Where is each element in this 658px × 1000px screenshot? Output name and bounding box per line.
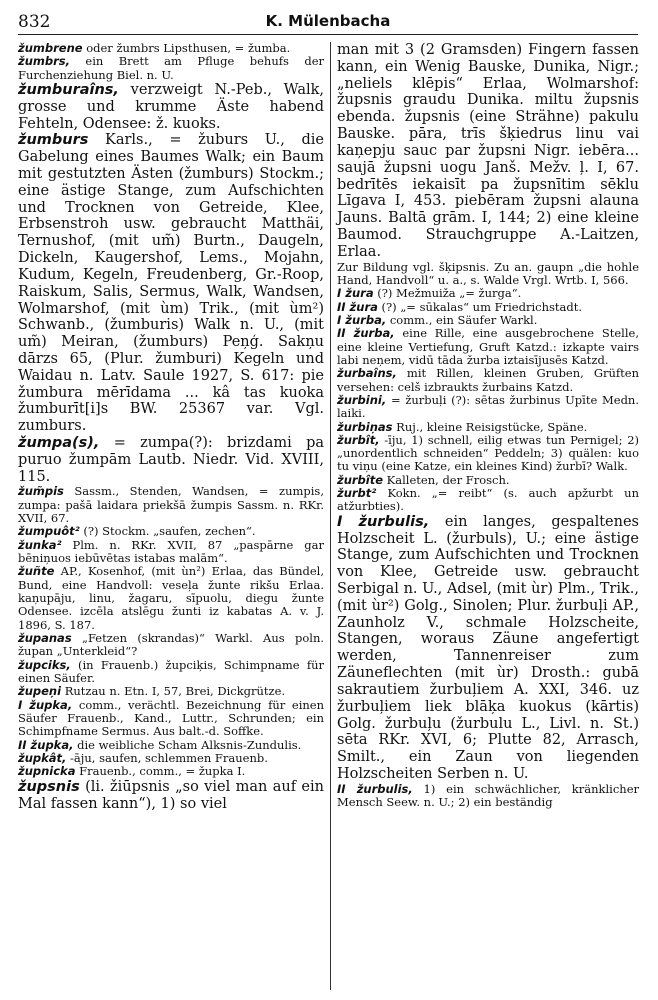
dictionary-entry	[18, 132, 324, 435]
dictionary-entry	[18, 485, 324, 525]
left-column	[18, 42, 324, 812]
entry-text: (?) „= sūkalas“ um Friedrichstadt.	[377, 299, 583, 314]
entry-text: Frauenb., comm., = župka I.	[75, 764, 246, 779]
entry-headword: I žurba,	[337, 312, 387, 327]
dictionary-entry	[18, 82, 324, 132]
dictionary-entry	[337, 474, 639, 487]
entry-headword: I žura	[337, 286, 374, 301]
entry-headword: žurbini,	[337, 392, 387, 407]
dictionary-entry	[18, 765, 324, 778]
entry-text: mit Rillen, kleinen Gruben, Grüften versehen: celš izbraukts žurbains Katzd.	[337, 366, 639, 394]
entry-text: (in Frauenb.) župciķis, Schimpname für einen Säufer.	[18, 657, 324, 686]
entry-text: „Fetzen (skrandas)“ Warkl. Aus poln. župan „Unterkleid“?	[18, 631, 324, 659]
dictionary-entry	[18, 632, 324, 659]
entry-headword: I župka,	[18, 697, 73, 712]
entry-text: (?) Stockm. „saufen, zechen“.	[79, 524, 256, 539]
entry-headword: II žurba,	[337, 326, 395, 341]
entry-text: oder žumbrs Lipsthusen, = žumba.	[82, 41, 291, 55]
dictionary-entry	[337, 394, 639, 421]
dictionary-entry	[18, 55, 324, 82]
dictionary-entry	[18, 525, 324, 538]
dictionary-entry	[337, 287, 639, 300]
entry-text: Ruj., kleine Reisigstücke, Späne.	[392, 419, 588, 434]
dictionary-entry	[18, 699, 324, 739]
dictionary-entry	[337, 434, 639, 474]
entry-text: Sassm., Stenden, Wandsen, = zumpis, zumpa: pašā laidara priekšā žumpis Sassm. n. RKr. XVII, 67.	[18, 484, 324, 526]
entry-text: eine Rille, eine ausgebrochene Stelle, eine kleine Vertiefung, Gruft Katzd.: izkapte vairs labi neņem, vidū tāda žurba iztaisījusēs Katzd.	[337, 326, 639, 367]
dictionary-entry	[18, 539, 324, 566]
entry-text: -āju, saufen, schlemmen Frauenb.	[66, 751, 268, 766]
page-number: 832	[18, 12, 51, 32]
entry-headword: župnicka	[18, 764, 76, 779]
entry-headword: županas	[18, 631, 72, 646]
entry-text: 1) ein schwächlicher, kränklicher Mensch Seew. n. U.; 2) ein beständig	[337, 781, 639, 810]
column-divider	[330, 42, 331, 990]
entry-headword: župeņi	[18, 684, 62, 699]
dictionary-entry	[337, 421, 639, 434]
dictionary-entry	[337, 783, 639, 810]
dictionary-entry	[18, 752, 324, 765]
entry-headword: II žurbulis,	[337, 781, 413, 796]
right-column	[337, 42, 639, 809]
entry-text: die weibliche Scham Alksnis-Zundulis.	[73, 737, 302, 752]
entry-text: Plm. n. RKr. XVII, 87 „paspārne gar bēniņuos iebūvētas istabas malām“.	[18, 537, 324, 566]
entry-text: Karls., = žuburs U., die Gabelung eines Baumes Walk; ein Baum mit gestutzten Ästen (žumburs) Stockm.; eine ästige Stange, zum Aufschichten und Trocknen von Getreide, Klee, Erbsenstroh usw. gebraucht Matthäi, Ternushof, (mit um̃) Burtn., Daugeln, Dickeln, Kaugershof, Lems., Mojahn, Kudum, Kegeln, Freudenberg, Gr.-Roop, Raiskum, Salis, Sermus, Walk, Wandsen, Wolmarshof, (mit ùm) Trik., (mit ùm²) Schwanb., (žumburis) Walk n. U., (mit um̃) Meiran, (žumburs) Peņģ. Sakņu dārzs 65, (Plur. žumburi) Kegeln und Waidau n. Latv. Saule 1927, S. 617: pie žumbura mērīdama ... kâ tas kuoka žumburīt[i]s BW. 25367 var. Vgl. zumburs.	[18, 132, 324, 435]
entry-headword: žumburs	[18, 132, 89, 149]
dictionary-entry	[337, 327, 639, 367]
dictionary-entry	[337, 301, 639, 314]
entry-text: Kalleten, der Frosch.	[383, 472, 510, 487]
dictionary-entry	[337, 314, 639, 327]
dictionary-entry	[337, 261, 639, 288]
dictionary-entry	[18, 565, 324, 632]
entry-headword: župsnis	[18, 778, 80, 795]
entry-headword: žurbîte	[337, 472, 384, 487]
page-header	[18, 8, 638, 35]
entry-headword: žumpuôt²	[18, 524, 80, 539]
entry-headword: žurbaîns,	[337, 366, 397, 381]
entry-headword: žurbît,	[337, 432, 380, 447]
entry-text: = zumpa(?): brizdami pa puruo žumpām Lautb. Niedr. Vid. XVIII, 115.	[18, 435, 324, 485]
entry-headword: žumpa(s),	[18, 435, 100, 452]
entry-headword: žumbrs,	[18, 54, 70, 69]
entry-text: Kokn. „= reibt“ (s. auch apžurbt un atžurbties).	[337, 486, 639, 514]
dictionary-entry	[337, 487, 639, 514]
entry-text: ein Brett am Pfluge behufs der Furchenziehung Biel. n. U.	[18, 54, 324, 82]
entry-headword: žumburaîns,	[18, 81, 119, 98]
entry-headword: žumbrene	[18, 41, 83, 55]
entry-text: comm., verächtl. Bezeichnung für einen Säufer Frauenb., Kand., Luttr., Schrunden; ein Schimpfname Sermus. Aus balt.-d. Soffke.	[18, 697, 325, 739]
entry-text: = žurbuļi (?): sētas žurbinus Upīte Medn. laiki.	[337, 392, 639, 421]
entry-text: Zur Bildung vgl. šķipsnis. Zu an. gaupn „die hohle Hand, Handvoll“ u. a., s. Walde Vrgl. Wrtb. I, 566.	[337, 259, 639, 287]
entry-headword: I žurbulis,	[337, 513, 430, 530]
entry-text: -īju, 1) schnell, eilig etwas tun Pernigel; 2) „unordentlich schneiden“ Peddeln; 3) quälen: kuo tu viņu (eine Katze, ein kleines Kind) žurbī? Walk.	[337, 432, 639, 474]
entry-text: (?) Mežmuiža „= žurga“.	[373, 286, 522, 301]
entry-text: Rutzau n. Etn. I, 57, Brei, Dickgrütze.	[61, 684, 286, 699]
entry-text: (li. žiūpsnis „so viel man auf ein Mal fassen kann“), 1) so viel	[18, 778, 324, 812]
entry-headword: župciks,	[18, 657, 71, 672]
dictionary-entry	[18, 659, 324, 686]
dictionary-entry	[337, 42, 639, 261]
entry-text: AP., Kosenhof, (mit ùn²) Erlaa, das Bündel, Bund, eine Handvoll: veseļa žunte rikšu Erlaa. kaņupāju, linu, žagaru, sīpuolu, diegu žunte Odensee. izcēla atslēgu žunti iz kabatas A. v. J. 1896, S. 187.	[18, 564, 324, 632]
running-head: K. Mülenbacha	[265, 12, 391, 30]
entry-text: comm., ein Säufer Warkl.	[386, 312, 538, 327]
dictionary-entry	[18, 779, 324, 813]
dictionary-entry	[337, 514, 639, 783]
entry-text: man mit 3 (2 Gramsden) Fingern fassen kann, ein Wenig Bauske, Dunika, Nigr.; „neliels klēpis“ Erlaa, Wolmarshof: župsnis graudu Dunika. miltu župsnis ebenda. župsnis (eine Strähne) pakulu Bauske. pāra, trīs šķiedrus linu vai kaņepju sauc par župsni Nigr. iebēra... saujā župsni uogu Janš. Mežv. ļ. I, 67. bedrītēs iekaisīt pa župsnītim sēklu Līgava I, 453. piebēram župsni alauna Jauns. Baltā grām. I, 144; 2) eine kleine Baumod. Strauchgruppe A.-Laitzen, Erlaa.	[337, 42, 639, 260]
entry-headword: II žura	[337, 299, 378, 314]
entry-headword: II župka,	[18, 737, 74, 752]
entry-headword: župkât,	[18, 751, 67, 766]
dictionary-entry	[18, 435, 324, 485]
entry-headword: žurbt²	[337, 486, 377, 501]
dictionary-entry	[18, 739, 324, 752]
entry-headword: žum̃pis	[18, 484, 64, 499]
dictionary-entry	[337, 367, 639, 394]
entry-text: verzweigt N.-Peb., Walk, grosse und krumme Äste habend Fehteln, Odensee: ž. kuoks.	[18, 81, 324, 132]
dictionary-entry	[18, 685, 324, 698]
entry-headword: žurbiņas	[337, 419, 393, 434]
entry-headword: žunka²	[18, 537, 62, 552]
dictionary-entry	[18, 42, 324, 55]
entry-text: ein langes, gespaltenes Holzscheit L. (žurbuls), U.; eine ästige Stange, zum Aufschichten und Trocknen von Klee, Getreide usw. gebraucht Serbigal n. U., Adsel, (mit ùr) Plm., Trik., (mit ùr²) Golg., Sinolen; Plur. žurbuļi AP., Zaunholz V., schmale Holzscheite, Stangen, woraus Zäune angefertigt werden, Tannenreiser zum Zäuneflechten (mit ùr) Drosth.: gubā sakrautiem žurbuļiem A. XXI, 346. uz žurbuļiem liek blāķa kuokus (kārtis) Golg. žurbuļu (žurbulu L., Livl. n. St.) sēta RKr. XVI, 6; Plutte 82, Arrasch, Smilt., ein Zaun von liegenden Holzscheiten Serben n. U.	[337, 513, 639, 782]
entry-headword: žuñte	[18, 564, 55, 579]
